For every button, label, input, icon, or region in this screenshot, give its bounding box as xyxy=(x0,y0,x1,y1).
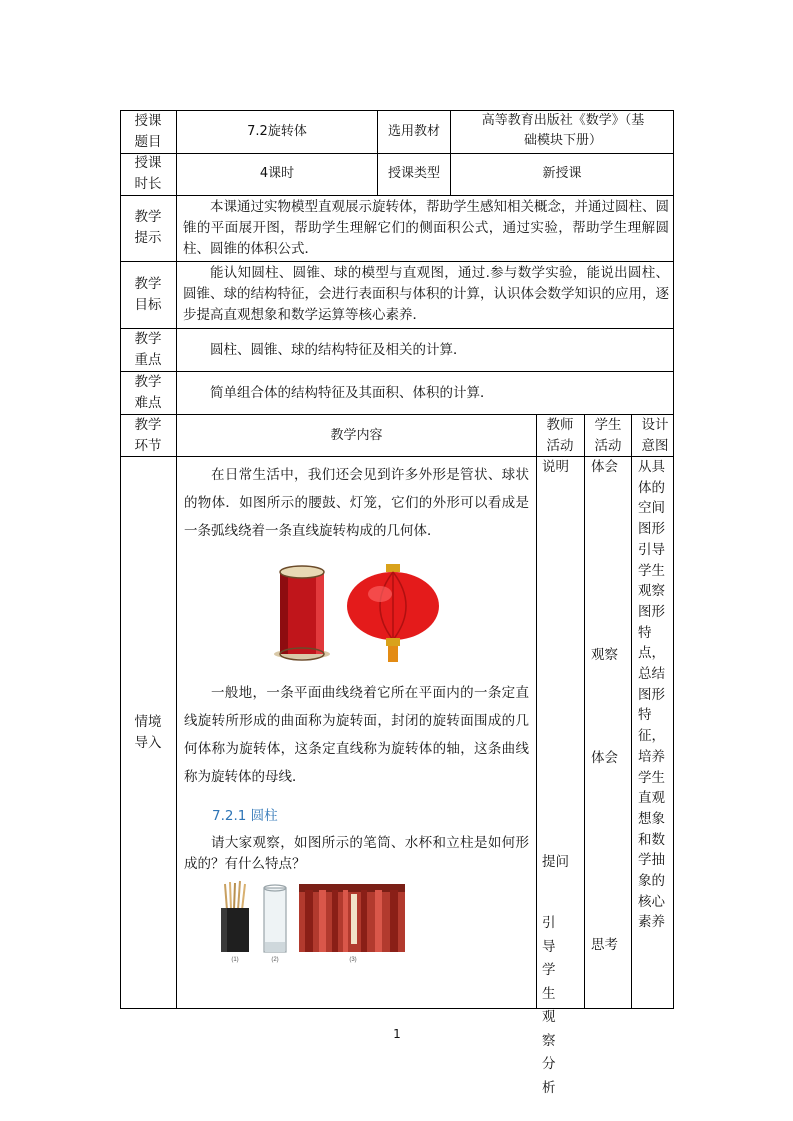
content-paragraph-1: 在日常生活中，我们还会见到许多外形是管状、球状的物体．如图所示的腰鼓、灯笼，它们的外形可以看成是一条弧线绕着一条直线旋转构成的几何体． xyxy=(184,467,529,539)
label-lesson-title: 授课题目 xyxy=(134,113,162,150)
page-number: 1 xyxy=(393,1027,401,1041)
pen-holder-image xyxy=(221,881,249,952)
waist-drum-image xyxy=(274,566,330,660)
header-teacher-activity: 教师活动 xyxy=(546,417,574,454)
lantern-image xyxy=(347,564,439,662)
header-content: 教学内容 xyxy=(330,428,383,443)
glass-cup-image xyxy=(264,885,286,952)
student-activity-4: 思考 xyxy=(591,937,618,953)
key-point-text: 圆柱、圆锥、球的结构特征及相关的计算． xyxy=(210,342,467,358)
lesson-type: 新授课 xyxy=(542,166,582,181)
label-duration: 授课时长 xyxy=(134,155,162,192)
fig-label-2: (2) xyxy=(271,957,279,963)
pillars-image xyxy=(299,884,405,952)
header-stage: 教学环节 xyxy=(134,417,162,454)
teacher-activity-3: 引导学生观察分析 xyxy=(542,915,561,1096)
design-intent-text: 从具体的空间图形引导学生观察图形特点，总结图形特征，培养学生直观想象和数学抽象的核心素养 xyxy=(638,459,665,931)
content-paragraph-3: 请大家观察，如图所示的笔筒、水杯和立柱是如何形成的？有什么特点？ xyxy=(184,835,529,872)
lesson-topic: 7.2旋转体 xyxy=(247,124,307,139)
content-paragraph-2: 一般地，一条平面曲线绕着它所在平面内的一条定直线旋转所形成的曲面称为旋转面，封闭的旋转面围成的几何体称为旋转体，这条定直线称为旋转体的轴，这条曲线称为旋转体的母线． xyxy=(184,685,529,785)
textbook-name: 高等教育出版社《数学》（基础模块下册） xyxy=(481,113,645,148)
teacher-activity-1: 说明 xyxy=(542,459,569,475)
cylinder-examples-figure xyxy=(215,880,410,964)
header-student-activity: 学生活动 xyxy=(594,417,622,454)
stage-label: 情境导入 xyxy=(134,714,162,751)
label-lesson-type: 授课类型 xyxy=(387,166,440,181)
teacher-activity-2: 提问 xyxy=(542,854,569,870)
drum-lantern-figure xyxy=(270,560,450,664)
lesson-duration: 4课时 xyxy=(259,166,295,181)
difficulty-text: 简单组合体的结构特征及其面积、体积的计算． xyxy=(210,385,494,401)
student-activity-1: 体会 xyxy=(591,459,618,475)
section-title-cylinder: 7.2.1 圆柱 xyxy=(212,808,278,824)
label-hint: 教学提示 xyxy=(134,209,162,246)
hint-text: 本课通过实物模型直观展示旋转体，帮助学生感知相关概念，并通过圆柱、圆锥的平面展开图，帮助学生理解它们的侧面积公式，通过实验，帮助学生理解圆柱、圆锥的体积公式． xyxy=(183,199,669,257)
label-textbook: 选用教材 xyxy=(387,124,440,139)
label-goal: 教学目标 xyxy=(134,276,162,313)
fig-label-3: (3) xyxy=(349,957,357,963)
goal-text: 能认知圆柱、圆锥、球的模型与直观图，通过.参与数学实验，能说出圆柱、圆锥、球的结构特征，会进行表面积与体积的计算，认识体会数学知识的应用，逐步提高直观想象和数学运算等核心素养． xyxy=(183,265,669,323)
fig-label-1: (1) xyxy=(231,957,239,963)
header-design-intent: 设计意图 xyxy=(641,417,669,454)
student-activity-2: 观察 xyxy=(591,647,618,663)
label-difficulty: 教学难点 xyxy=(134,374,162,411)
label-key-point: 教学重点 xyxy=(134,331,162,368)
student-activity-3: 体会 xyxy=(591,750,618,766)
